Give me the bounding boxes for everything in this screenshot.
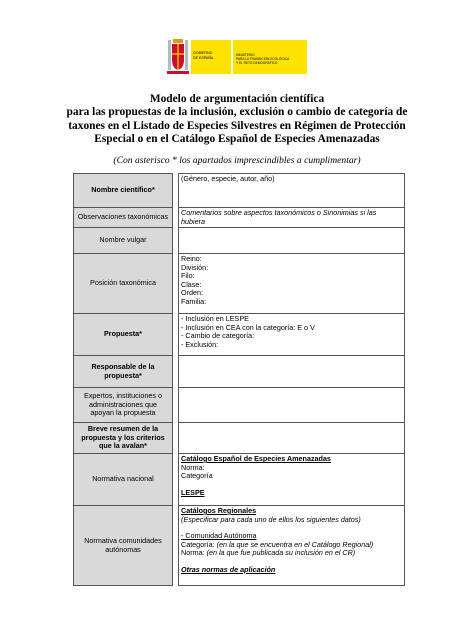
responsable-field[interactable]: [179, 356, 405, 388]
especificar-note: (Especificar para cada uno de ellos los siguientes datos): [181, 514, 361, 524]
document-title: [0, 93, 474, 147]
categoria-line: Categoría: [181, 471, 213, 480]
observaciones-label: Observaciones taxonómicas: [74, 208, 173, 228]
familia-line: Familia:: [181, 296, 207, 306]
propuesta-option: - Cambio de categoría:: [181, 331, 255, 340]
expertos-label: Expertos, instituciones o administraciones que apoyan la propuesta: [74, 388, 173, 423]
propuesta-option: - Inclusión en LESPE: [181, 314, 249, 323]
nombre-vulgar-label: Nombre vulgar: [74, 228, 173, 254]
row-resumen: [74, 423, 405, 454]
row-normativa-nacional: [74, 454, 405, 506]
reino-line: Reino:: [181, 254, 202, 263]
propuesta-option: - Inclusión en CEA con la categoría: E o V: [181, 322, 315, 332]
resumen-field[interactable]: [179, 423, 405, 454]
orden-line: Orden:: [181, 288, 203, 297]
row-posicion-taxonomica: [74, 254, 405, 314]
normativa-ccaa-field[interactable]: [179, 506, 405, 586]
norma-line: Norma:: [181, 462, 205, 472]
title-line: para las propuestas de la inclusión, exclusión o cambio de categoría de: [66, 106, 408, 119]
propuesta-label: Propuesta*: [74, 314, 173, 356]
row-normativa-ccaa: [74, 506, 405, 586]
form-table: [73, 173, 405, 586]
row-propuesta: [74, 314, 405, 356]
nombre-cientifico-field[interactable]: (Género, especie, autor, año): [179, 174, 405, 208]
normativa-ccaa-label: Normativa comunidades autónomas: [74, 506, 173, 586]
norma-regional-line: [181, 549, 402, 558]
government-label-box: [191, 40, 231, 74]
posicion-taxonomica-field[interactable]: [179, 254, 405, 314]
clase-line: Clase:: [181, 279, 202, 289]
propuesta-option: - Exclusión:: [181, 339, 219, 349]
nombre-cientifico-label: Nombre científico*: [74, 174, 173, 208]
normativa-nacional-label: Normativa nacional: [74, 454, 173, 506]
government-logo: [167, 36, 307, 78]
cea-heading: Catálogo Español de Especies Amenazadas: [181, 454, 331, 463]
document-subtitle: (Con asterisco * los apartados imprescindibles a cumplimentar): [113, 155, 361, 166]
row-nombre-vulgar: [74, 228, 405, 254]
division-line: División:: [181, 262, 209, 272]
ministry-label-box: [233, 40, 307, 74]
norma-prefix: Norma:: [181, 548, 207, 557]
title-line: Modelo de argumentación científica: [149, 93, 325, 105]
responsable-label: Responsable de la propuesta*: [74, 356, 173, 388]
government-label: GOBIERNO DE ESPAÑA: [193, 51, 214, 60]
row-responsable: [74, 356, 405, 388]
comunidad-autonoma-line: - Comunidad Autónoma: [181, 531, 257, 540]
filo-line: Filo:: [181, 271, 195, 280]
propuesta-field[interactable]: [179, 314, 405, 356]
title-line: Especial o en el Catálogo Español de Especies Amenazadas: [94, 133, 380, 146]
row-observaciones: [74, 208, 405, 228]
normativa-nacional-field[interactable]: [179, 454, 405, 506]
posicion-taxonomica-label: Posición taxonómica: [74, 254, 173, 314]
lespe-heading: LESPE: [181, 487, 205, 497]
categoria-note: (en la que se encuentra en el Catálogo Regional): [216, 539, 374, 549]
otras-normas-heading: Otras normas de aplicación: [181, 564, 276, 574]
norma-note: (en la que fue publicada su inclusión en el CR): [206, 548, 356, 557]
title-line: taxones en el Listado de Especies Silvestres en Régimen de Protección: [68, 119, 406, 132]
ministry-label: MINISTERIO PARA LA TRANSICIÓN ECOLÓGICA Y EL RETO DEMOGRÁFICO: [236, 53, 290, 66]
row-nombre-cientifico: [74, 174, 405, 208]
categoria-prefix: Categoría:: [181, 539, 217, 549]
row-expertos: [74, 388, 405, 423]
observaciones-field[interactable]: Comentarios sobre aspectos taxonómicos o Sinonimias si las hubiera: [179, 208, 405, 228]
coat-of-arms-icon: [167, 38, 189, 76]
expertos-field[interactable]: [179, 388, 405, 423]
catalogos-regionales-heading: Catálogos Regionales: [181, 506, 257, 515]
nombre-vulgar-field[interactable]: [179, 228, 405, 254]
resumen-label: Breve resumen de la propuesta y los criterios que la avalan*: [74, 423, 173, 454]
